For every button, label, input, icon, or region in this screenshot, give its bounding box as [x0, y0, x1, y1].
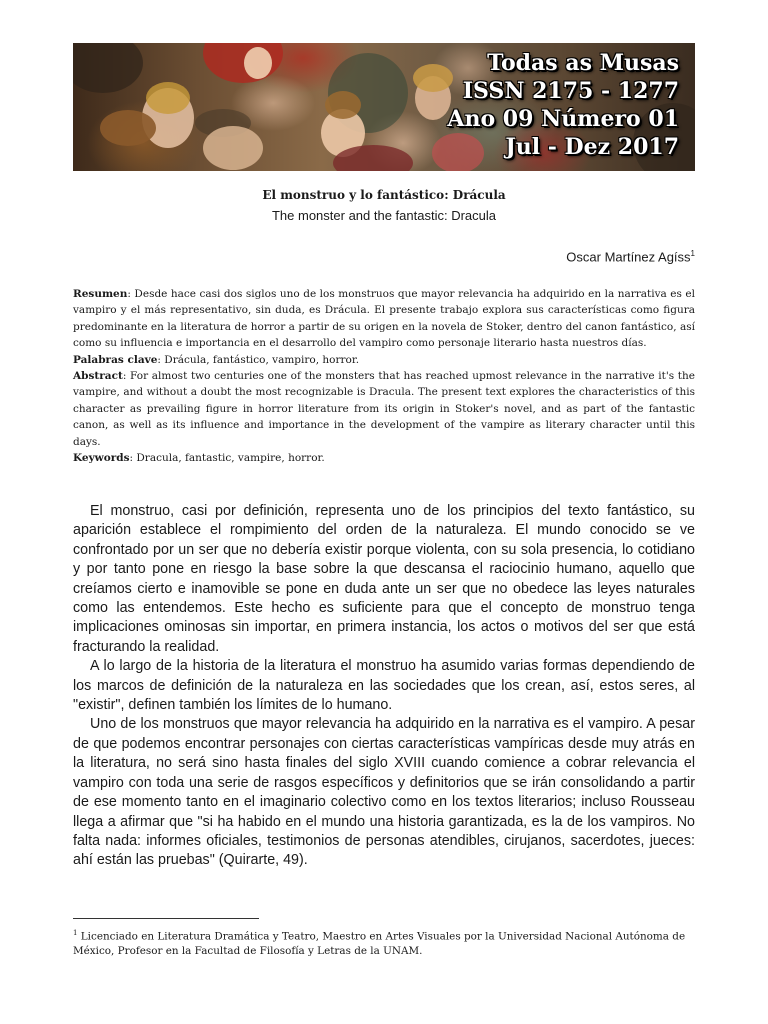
abstract-label: Abstract: [73, 370, 123, 383]
body-paragraph: A lo largo de la historia de la literatura el monstruo ha asumido varias formas dependiendo de los marcos de definición de la naturaleza en las sociedades que los crean, así, estos seres, al "existir", definen también los límites de lo humano.: [73, 658, 695, 714]
abstract-text: : For almost two centuries one of the monsters that has reached upmost relevance in the narrative it's the vampire, and without a doubt the most recognizable is Dracula. The present text explores the characteristics of this character as prevailing figure in horror literature from its origin in Stoker's novel, and as part of the fantastic canon, as well as its influence and importance in the development of the vampire as literary character until this days.: [73, 370, 695, 448]
author-name: Oscar Martínez Agíss: [566, 249, 691, 265]
author-line: [566, 249, 695, 264]
palabras-clave-text: : Drácula, fantástico, vampiro, horror.: [157, 353, 360, 366]
journal-banner: [73, 43, 695, 171]
journal-period: Jul - Dez 2017: [505, 134, 679, 160]
palabras-clave-paragraph: [73, 352, 695, 368]
article-title-spanish: El monstruo y lo fantástico: Drácula: [262, 188, 506, 202]
body-paragraph: Uno de los monstruos que mayor relevancia ha adquirido en la narrativa es el vampiro. A pesar de que podemos encontrar personajes con ciertas características vampíricas desde muy atrás en la literatura, no será sino hasta finales del siglo XVIII cuando comience a cobrar relevancia el vampiro con toda una serie de rasgos específicos y definitorios que se irán consolidando a partir de ese momento tanto en el imaginario colectivo como en los textos literarios; incluso Rousseau llega a afirmar que "si ha habido en el mundo una historia garantizada, es la de los vampiros. No falta nada: informes oficiales, testimonios de personas atendibles, cirujanos, sacerdotes, jueces: ahí están las pruebas" (Quirarte, 49).: [73, 716, 695, 869]
footnote: [73, 926, 695, 959]
keywords-label: Keywords: [73, 452, 130, 465]
footnote-text: Licenciado en Literatura Dramática y Teatro, Maestro en Artes Visuales por la Universidad Nacional Autónoma de México, Profesor en la Facultad de Filosofía y Letras de la UNAM.: [73, 930, 686, 958]
resumen-text: : Desde hace casi dos siglos uno de los monstruos que mayor relevancia ha adquirido en la narrativa es el vampiro y el más representativo, sin duda, es Drácula. El presente trabajo explora sus características como figura predominante en la literatura de horror a partir de su origen en la novela de Stoker, dentro del canon fantástico, así como su influencia e importancia en el desarrollo del vampiro como personaje literario hasta nuestros días.: [73, 288, 695, 350]
footnote-mark: 1: [73, 929, 78, 937]
journal-name: Todas as Musas: [487, 50, 679, 76]
abstract-paragraph: [73, 368, 695, 450]
footnote-reference[interactable]: 1: [690, 249, 695, 258]
journal-issue: Ano 09 Número 01: [447, 106, 679, 132]
body-paragraph: El monstruo, casi por definición, representa uno de los principios del texto fantástico, su aparición establece el rompimiento del orden de la naturaleza. El mundo conocido se ve confrontado por un ser que no debería existir porque violenta, con su sola presencia, lo cotidiano y por tanto pone en riesgo la base sobre la que descansa el raciocinio humano, aquello que creíamos cierto e inamovible se pone en duda ante un ser que no obedece las leyes naturales como las entendemos. Este hecho es suficiente para que el concepto de monstruo tenga implicaciones ominosas sin importar, en primera instancia, los actos o motivos del ser que está fracturando la realidad.: [73, 503, 695, 655]
article-title-english: The monster and the fantastic: Dracula: [271, 208, 496, 223]
resumen-label: Resumen: [73, 288, 128, 300]
article-body: [73, 502, 695, 871]
palabras-clave-label: Palabras clave: [73, 353, 158, 366]
keywords-paragraph: [73, 450, 695, 466]
journal-masthead: [447, 49, 679, 161]
resumen-paragraph: [73, 286, 695, 352]
abstract-section: [73, 286, 695, 466]
footnote-divider: [73, 918, 259, 919]
keywords-text: : Dracula, fantastic, vampire, horror.: [129, 452, 325, 465]
journal-issn: ISSN 2175 - 1277: [462, 78, 679, 104]
